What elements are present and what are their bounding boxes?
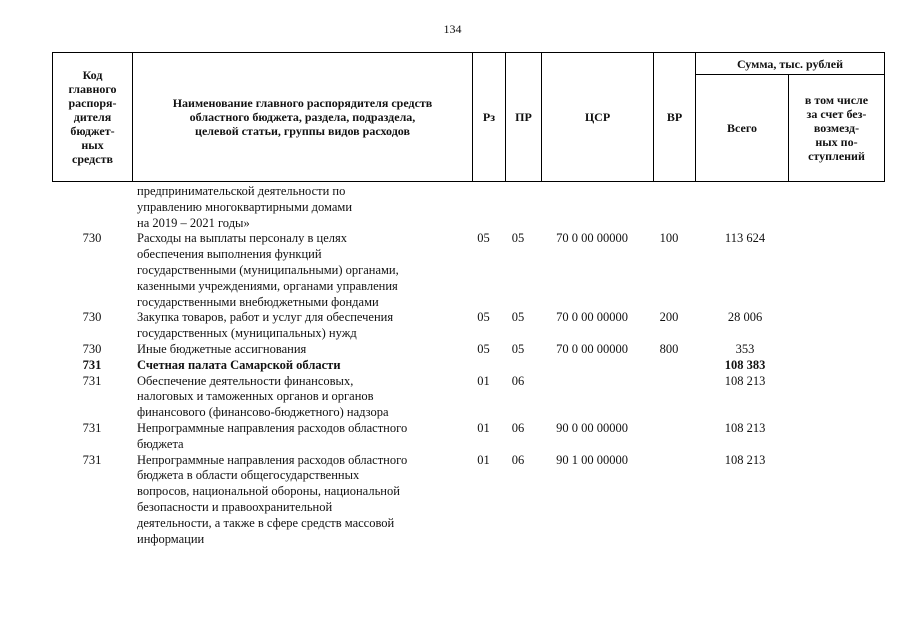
table-row: [52, 374, 890, 421]
row-pr: [500, 184, 536, 231]
row-total: 108 213: [724, 373, 766, 388]
row-pr: 06: [511, 452, 525, 467]
row-name: Счетная палата Самарской области: [137, 357, 341, 372]
row-code: 730: [82, 310, 102, 325]
row-vr: [648, 374, 690, 421]
table-header: [52, 52, 885, 182]
table-row: [52, 421, 890, 453]
header-rz: Рз: [473, 53, 506, 182]
row-name: Закупка товаров, работ и услуг для обеспечения государственных (муниципальных) нужд: [137, 310, 394, 341]
row-rz: 05: [477, 310, 490, 325]
row-total: [690, 184, 800, 231]
row-csr: 90 0 00 00000: [556, 420, 628, 435]
row-rz: 05: [477, 341, 490, 356]
row-csr: 70 0 00 00000: [556, 341, 628, 356]
table-row: [52, 310, 890, 342]
row-name: Непрограммные направления расходов областного бюджета в области общегосударственных вопросов, национальной обороны, национальной безопасности и правоохранительной деятельности, а также в сфере средств массовой информации: [137, 452, 408, 546]
row-code: 730: [82, 231, 102, 246]
row-name: Иные бюджетные ассигнования: [137, 341, 307, 356]
row-vr: 800: [659, 341, 679, 356]
row-pr: 06: [511, 373, 525, 388]
row-rz: [467, 358, 500, 374]
row-code: 731: [82, 420, 102, 435]
row-total: 28 006: [727, 310, 763, 325]
table-row: [52, 358, 890, 374]
row-csr: 70 0 00 00000: [556, 310, 628, 325]
row-csr: 90 1 00 00000: [556, 452, 628, 467]
header-code: Код главного распоря- дителя бюджет- ных средств: [53, 53, 133, 182]
row-rz: 01: [477, 373, 490, 388]
row-code: 731: [82, 452, 102, 467]
header-pr: ПР: [506, 53, 542, 182]
row-code: 731: [82, 357, 102, 372]
row-vr: 100: [659, 231, 679, 246]
row-rz: 01: [477, 420, 490, 435]
row-name: Обеспечение деятельности финансовых, налоговых и таможенных органов и органов финансового (финансово-бюджетного) надзора: [137, 373, 389, 420]
row-name: Расходы на выплаты персоналу в целях обеспечения выполнения функций государственными (муниципальными) органами, казенными учреждениями, органами управления государственными внебюджетными фондами: [137, 231, 399, 309]
row-csr: 70 0 00 00000: [556, 231, 628, 246]
header-csr: ЦСР: [542, 53, 654, 182]
row-code: [52, 184, 132, 231]
row-name: Непрограммные направления расходов областного бюджета: [137, 420, 408, 451]
table-row: [52, 342, 890, 358]
header-total: Всего: [696, 75, 789, 182]
row-vr: [648, 453, 690, 548]
table-row: [52, 453, 890, 548]
row-rz: 05: [477, 231, 490, 246]
row-csr: [536, 358, 648, 374]
header-vr: ВР: [654, 53, 696, 182]
row-pr: 05: [511, 341, 525, 356]
table-row: [52, 231, 890, 310]
row-total: 108 213: [724, 452, 766, 467]
row-csr: [536, 374, 648, 421]
row-code: 731: [82, 373, 102, 388]
table-body: [52, 184, 890, 547]
row-pr: 05: [511, 231, 525, 246]
header-gratis: в том числе за счет без- возмезд- ных по- ступлений: [789, 75, 885, 182]
header-sum: Сумма, тыс. рублей: [696, 53, 885, 75]
row-vr: [648, 184, 690, 231]
row-vr: [648, 358, 690, 374]
row-rz: [467, 184, 500, 231]
row-pr: [500, 358, 536, 374]
row-code: 730: [82, 341, 102, 356]
row-total: 353: [735, 341, 755, 356]
table-row: [52, 184, 890, 231]
header-name: Наименование главного распорядителя средств областного бюджета, раздела, подраздела, целевой статьи, группы видов расходов: [133, 53, 473, 182]
row-vr: 200: [659, 310, 679, 325]
row-name: предпринимательской деятельности по управлению многоквартирными домами на 2019 – 2021 годы»: [137, 184, 353, 230]
row-total: 108 213: [724, 420, 766, 435]
row-pr: 06: [511, 420, 525, 435]
row-csr: [536, 184, 648, 231]
row-rz: 01: [477, 452, 490, 467]
row-pr: 05: [511, 310, 525, 325]
page-number: 134: [443, 22, 462, 36]
row-total: 108 383: [724, 357, 766, 372]
row-total: 113 624: [724, 231, 766, 246]
row-vr: [648, 421, 690, 453]
